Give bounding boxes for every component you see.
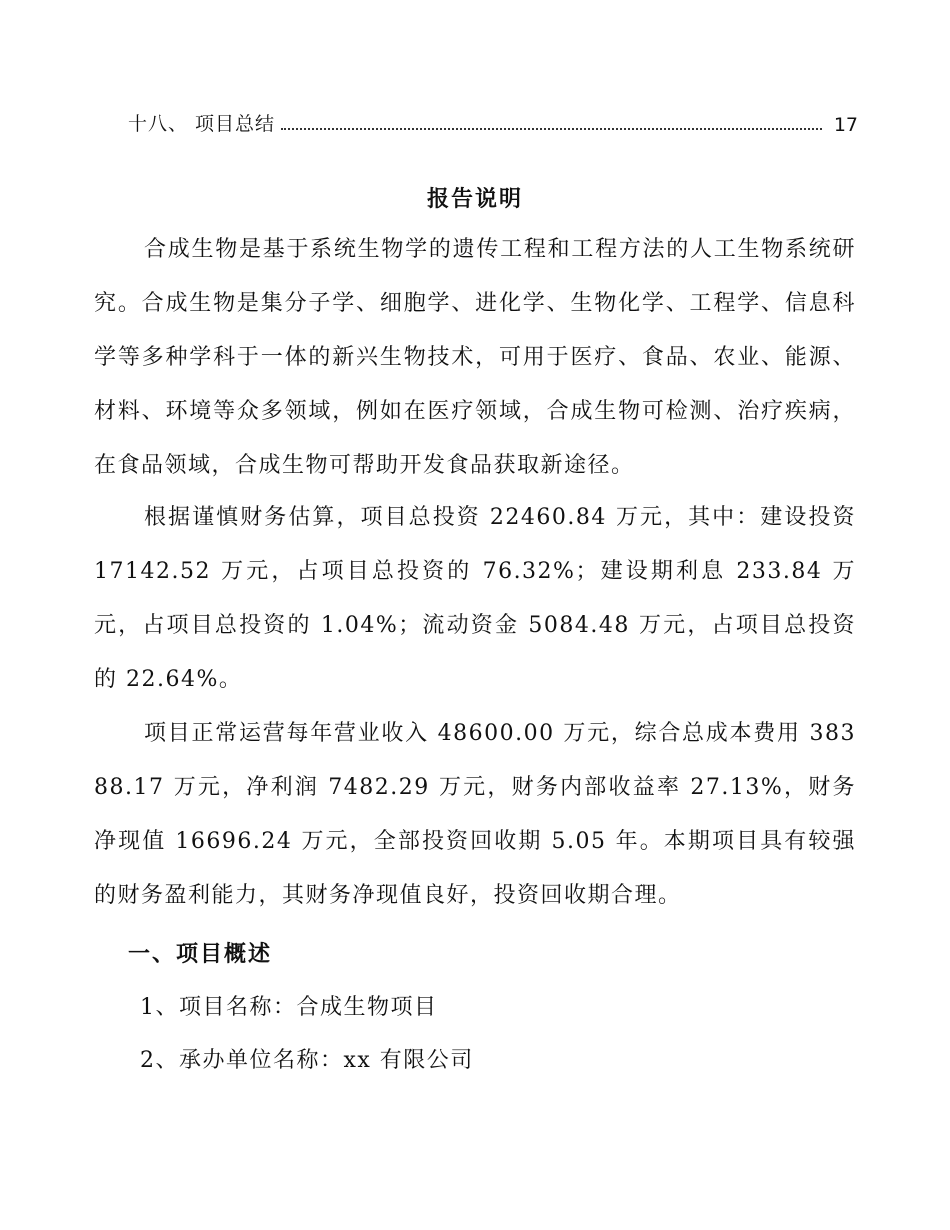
report-title: 报告说明 (426, 187, 523, 212)
toc-entry-label: 十八、 项目总结 (128, 113, 276, 135)
list-item-project-name: 1、项目名称：合成生物项目 (140, 995, 438, 1020)
paragraph-revenue-text: 项目正常运营每年营业收入 48600.00 万元，综合总成本费用 38388.17 万元，净利润 7482.29 万元，财务内部收益率 27.13%，财务净现值 16696.24 万元，全部投资回收期 5.05 年。本期项目具有较强的财务盈利能力，其财务净现值良好，投资回收期合理。 (94, 721, 856, 908)
paragraph-investment (94, 491, 856, 707)
toc-entry-page: 17 (833, 114, 858, 136)
toc-leader-dots (281, 127, 822, 130)
paragraph-investment-text: 根据谨慎财务估算，项目总投资 22460.84 万元，其中：建设投资 17142.52 万元，占项目总投资的 76.32%；建设期利息 233.84 万元，占项目总投资的 1.04%；流动资金 5084.48 万元，占项目总投资的 22.64%。 (94, 505, 856, 692)
section-heading: 一、项目概述 (128, 942, 273, 967)
paragraph-intro (94, 223, 856, 493)
list-item-organizer: 2、承办单位名称：xx 有限公司 (140, 1048, 474, 1073)
paragraph-intro-text: 合成生物是基于系统生物学的遗传工程和工程方法的人工生物系统研究。合成生物是集分子学、细胞学、进化学、生物化学、工程学、信息科学等多种学科于一体的新兴生物技术，可用于医疗、食品、农业、能源、材料、环境等众多领域，例如在医疗领域，合成生物可检测、治疗疾病，在食品领域，合成生物可帮助开发食品获取新途径。 (94, 237, 856, 478)
toc-entry[interactable] (128, 108, 858, 136)
paragraph-revenue (94, 707, 856, 923)
